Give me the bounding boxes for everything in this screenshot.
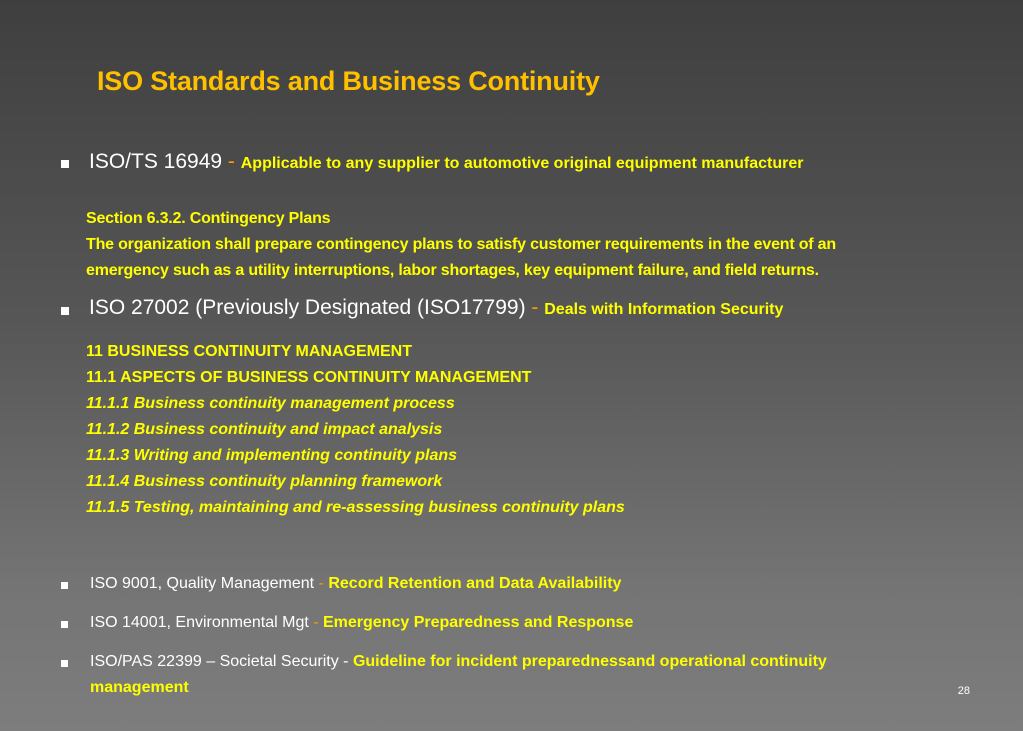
clause-line: 11.1.2 Business continuity and impact analysis — [86, 421, 443, 438]
item-iso-9001 — [90, 575, 621, 593]
item-iso-pas-22399 — [90, 653, 827, 671]
slide-title: ISO Standards and Business Continuity — [97, 66, 600, 96]
clause-line: 11.1.1 Business continuity management process — [86, 395, 455, 412]
section-text-line: The organization shall prepare contingency plans to satisfy customer requirements in the event of an — [86, 236, 836, 253]
item-name: ISO 14001, Environmental Mgt — [90, 614, 309, 631]
clause-line: 11.1.4 Business continuity planning framework — [86, 473, 443, 490]
bullet-icon — [61, 582, 68, 589]
item-description: Deals with Information Security — [544, 301, 784, 318]
bullet-icon — [61, 621, 68, 628]
bullet-icon — [61, 660, 68, 667]
clause-line: 11.1.3 Writing and implementing continuity plans — [86, 447, 458, 464]
item-separator: - — [308, 614, 323, 631]
item-description: Applicable to any supplier to automotive original equipment manufacturer — [240, 155, 804, 172]
clause-line: 11.1.5 Testing, maintaining and re-assessing business continuity plans — [86, 499, 625, 516]
item-description-continued — [90, 679, 189, 697]
item-name: ISO 27002 (Previously Designated (ISO17799) — [89, 296, 526, 319]
item-description: Guideline for incident preparednessand operational continuity — [352, 653, 827, 670]
clause-line: 11.1 ASPECTS OF BUSINESS CONTINUITY MANAGEMENT — [86, 369, 532, 386]
item-separator: - — [525, 296, 545, 319]
page-number: 28 — [957, 685, 970, 697]
item-name: ISO/PAS 22399 – Societal Security — [90, 653, 339, 670]
bullet-icon — [61, 160, 69, 168]
section-text-line: emergency such as a utility interruptions, labor shortages, key equipment failure, and field returns. — [86, 262, 819, 279]
item-separator: - — [314, 575, 329, 592]
clause-line: 11 BUSINESS CONTINUITY MANAGEMENT — [86, 343, 412, 360]
item-name: ISO/TS 16949 — [89, 150, 223, 173]
item-description-line2: management — [90, 679, 189, 696]
item-iso-14001 — [90, 614, 633, 632]
item-iso-ts-16949 — [89, 150, 804, 174]
item-description: Emergency Preparedness and Response — [323, 614, 634, 631]
item-iso-27002 — [89, 296, 783, 320]
section-heading: Section 6.3.2. Contingency Plans — [86, 210, 331, 227]
item-separator: - — [338, 653, 353, 670]
item-name: ISO 9001, Quality Management — [90, 575, 315, 592]
bullet-icon — [61, 307, 69, 315]
item-separator: - — [222, 150, 241, 173]
item-description: Record Retention and Data Availability — [328, 575, 622, 592]
